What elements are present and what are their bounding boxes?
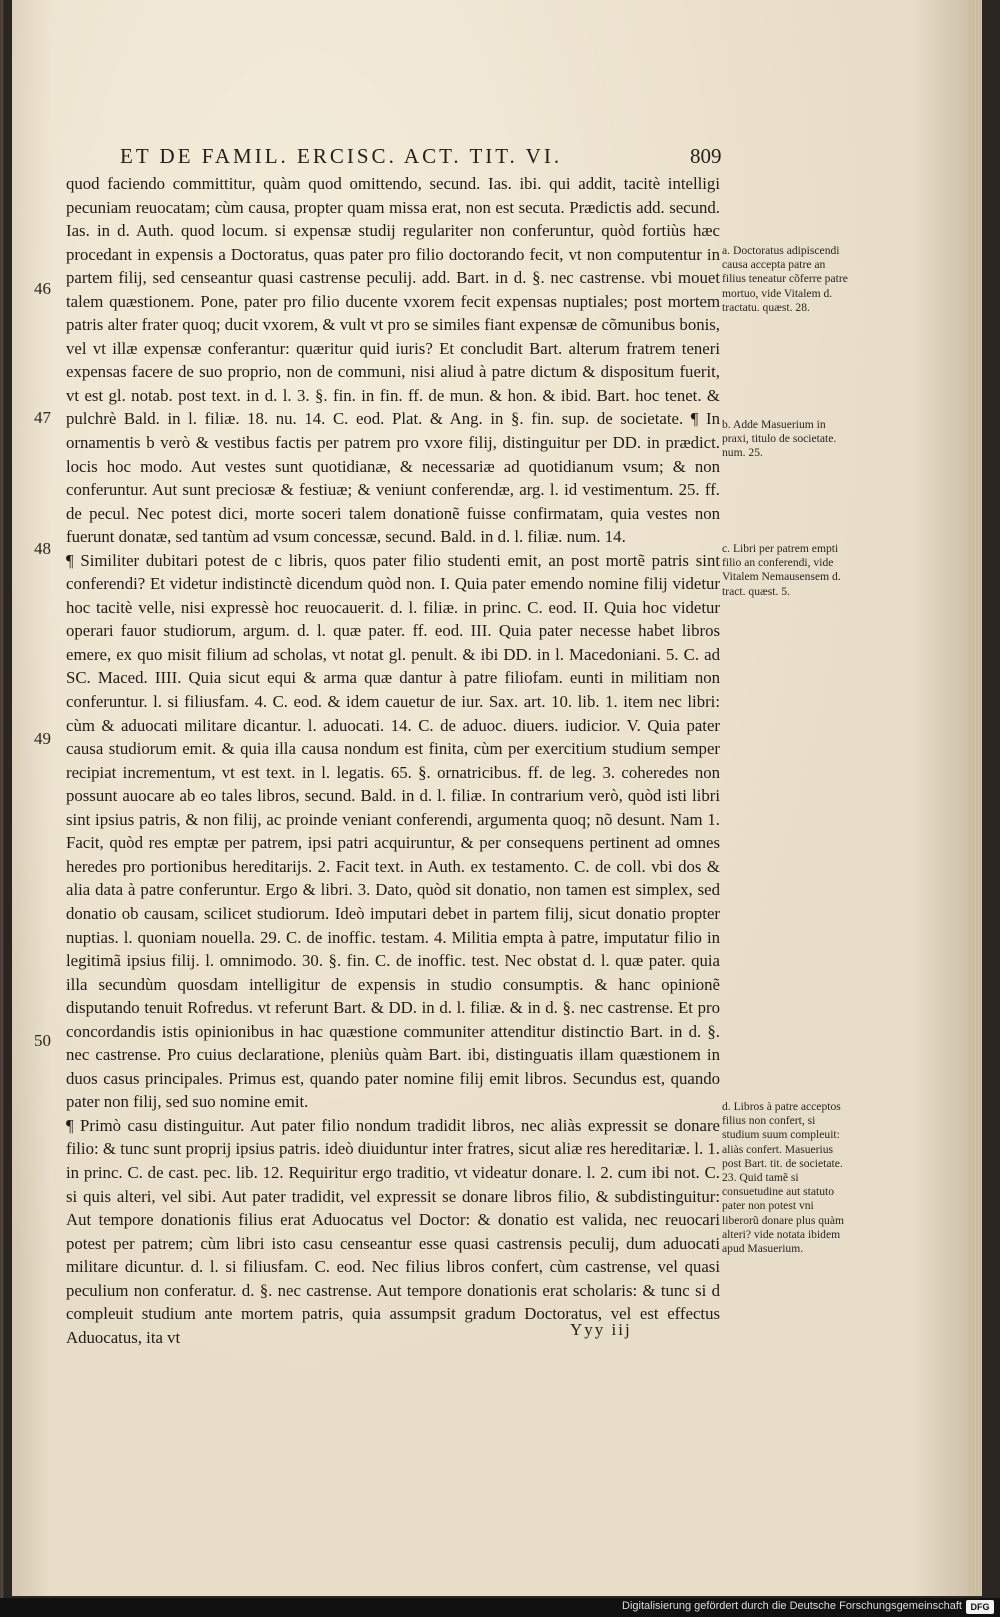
paragraph: ¶ Primò casu distinguitur. Aut pater filio nondum tradidit libros, nec aliàs expressit se donare filio: & tunc sunt proprij ipsius patris. ideò diuiduntur inter fratres, sicut aliæ res hereditariæ. l. 1. in princ. C. de cast. pec. lib. 12. Requiritur ergo traditio, vt videatur donare. l. 2. cum ibi not. C. si quis alteri, vel sibi. Aut pater tradidit, vel expressit se donare libros filio, & subdistinguitur: Aut tempore donationis filius erat Aduocatus vel Doctor: & donatio est valida, nec reuocari potest per patrem; cùm libri isto casu censeantur esse quasi castrensis peculij, dum aduocati militare dicuntur. d. l. si filiusfam. C. eod. Nec filius libros confert, cùm castrense, vel quasi peculium non conferatur. d. §. nec castrense. Aut tempore donationis erat scholaris: & tunc si d compleuit studium ante mortem patris, quia assumpsit gradum Doctoratus, vel est effectus Aduocatus, ita vt: [66, 1115, 720, 1347]
paragraph: ¶ Similiter dubitari potest de c libris, quos pater filio studenti emit, an post mortẽ patris sint conferendi? Et videtur indistinctè dicendum quòd non. I. Quia pater emendo nomine filij videtur hoc tacitè velle, nisi expressè hoc reuocauerit. d. l. filiæ. in princ. C. eod. II. Quia hoc videtur operari fauor studiorum, argum. d. l. quæ pater. ff. eod. III. Quia pater necesse habet libros emere, ex quo misit filium ad scholas, vt notat gl. penult. & ibi DD. in l. Macedoniani. 5. C. ad SC. Maced. IIII. Quia sicut equi & arma quæ dantur à patre filiofam. eunti in militiam non conferuntur. l. si filiusfam. 4. C. eod. & idem cauetur de iur. Sax. art. 10. lib. 1. item nec libri: cùm & aduocati militare dicantur. l. aduocati. 14. C. de aduoc. diuers. iudicior. V. Quia pater causa studiorum emit. & quia illa causa nondum est finita, cùm per exercitium studium semper recipiat incrementum, vt est text. in l. legatis. 65. §. ornatricibus. ff. de leg. 3. coheredes non possunt auocare ab eo tales libros, secund. Bald. in d. l. filiæ. In contrarium verò, quòd isti libri sint ipsius patris, & non filij, ac proinde veniant conferendi, argumenta quoq; nõ desunt. Nam 1. Facit, quòd res emptæ per patrem, ipsi patri acquiruntur, & per consequens pertinent ad omnes heredes pro portionibus hereditarijs. 2. Facit text. in Auth. ex testamento. C. de coll. vbi dos & alia data à patre conferuntur. Ergo & libri. 3. Dato, quòd sit donatio, non tamen est simplex, sed donatio ob causam, scilicet studiorum. Ideò imputari debet in partem filij, sicut donatio propter nuptias. l. quoniam nouella. 29. C. de inoffic. testam. 4. Militia empta à patre, imputatur filio in legitimã ipsius filij. l. omnimodo. 30. §. fin. C. de inoffic. test. Nec obstat d. l. quæ pater. quia illa secundùm quosdam intelligitur de expensis in studio consumptis. & hanc opinionẽ disputando tenuit Rofredus. vt referunt Bart. & DD. in d. l. filiæ. & in d. §. nec castrense. Et pro concordandis istis opinionibus in hac quæstione communiter attenditur distinctio Bart. in d. §. nec castrense. Pro cuius declaratione, pleniùs quàm Bart. ibi, distinguatis illam quæstionem in duos casus principales. Primus est, quando pater nomine filij emit libros. Secundus est, quando pater non filij, sed suo nomine emit.: [66, 550, 720, 1112]
signature-mark: Yyy iij: [570, 1320, 632, 1339]
margin-number-50: 50: [34, 1031, 51, 1050]
page-header: [0, 144, 1000, 174]
note-c: c. Libri per patrem empti filio an conferendi, vide Vitalem Nemausensem d. tract. quæst. 5.: [722, 542, 841, 598]
margin-number-48: 48: [34, 539, 51, 558]
page-number: 809: [690, 144, 722, 168]
margin-number-49: 49: [34, 729, 51, 748]
note-b: b. Adde Masuerium in praxi, titulo de societate. num. 25.: [722, 418, 837, 460]
note-d: d. Libros à patre acceptos filius non confert, si studium suum compleuit: aliàs confert. Masuerius post Bart. tit. de societate. 23. Quid tamẽ si consuetudine aut statuto pater non potest vni liberorũ donare plus quàm alteri? vide notata ibidem apud Masuerium.: [722, 1100, 845, 1256]
main-text: [66, 172, 720, 1349]
page-edge: [968, 0, 982, 1596]
dfg-logo: DFG: [966, 1600, 994, 1614]
paragraph: quod faciendo committitur, quàm quod omittendo, secund. Ias. ibi. qui addit, tacitè intelligi pecuniam reuocatam; cùm causa, propter quam missa erat, non est secuta. Prædictis add. secund. Ias. in d. Auth. quod locum. si expensæ studij regulariter non conferuntur, quòd fortiùs hæc procedant in expensis a Doctoratus, quas pater pro filio doctorando fecit, vt non computentur in partem filij, sed censeantur quasi castrense peculij. add. Bart. in d. §. nec castrense. vbi mouet talem quæstionem. Pone, pater pro filio ducente vxorem fecit expensas nuptiales; post mortem patris alter frater quoq; ducit vxorem, & vult vt pro se similes fiant expensæ de cõmunibus bonis, vel vt illæ expensæ conferantur: quæritur quid iuris? Et concludit Bart. alterum fratrem teneri expensas facere de suo proprio, non de communi, nisi aliud à patre dictum & dispositum fuerit, vt est gl. notab. post text. in d. l. 3. §. fin. in fin. ff. de mun. & hon. & ibid. Bart. hoc tenet. & pulchrè Bald. in l. filiæ. 18. nu. 14. C. eod. Plat. & Ang. in §. fin. sup. de societate. ¶ In ornamentis b verò & vestibus factis per patrem pro vxore filij, distinguitur per DD. in prædict. locis hoc modo. Aut vestes sunt quotidianæ, & necessariæ ad quotidianum vsum; & non conferuntur. Aut sunt preciosæ & festiuæ; & veniunt conferendæ, arg. l. id vestimentum. 25. ff. de pecul. Nec potest dici, morte soceri talem donationẽ fuisse confirmatam, quia vestes non fuerunt donatæ, sed tantùm ad vsum concessæ, secund. Bald. in d. l. filiæ. num. 14.: [66, 174, 720, 547]
margin-number-46: 46: [34, 279, 51, 298]
running-head: ET DE FAMIL. ERCISC. ACT. TIT. VI.: [120, 144, 563, 168]
note-a: a. Doctoratus adipiscendi causa accepta patre an filius teneatur cõferre patre mortuo, vide Vitalem d. tractatu. quæst. 28.: [722, 244, 848, 314]
margin-number-47: 47: [34, 408, 51, 427]
footer-credit: Digitalisierung gefördert durch die Deutsche Forschungsgemeinschaft: [622, 1600, 962, 1612]
